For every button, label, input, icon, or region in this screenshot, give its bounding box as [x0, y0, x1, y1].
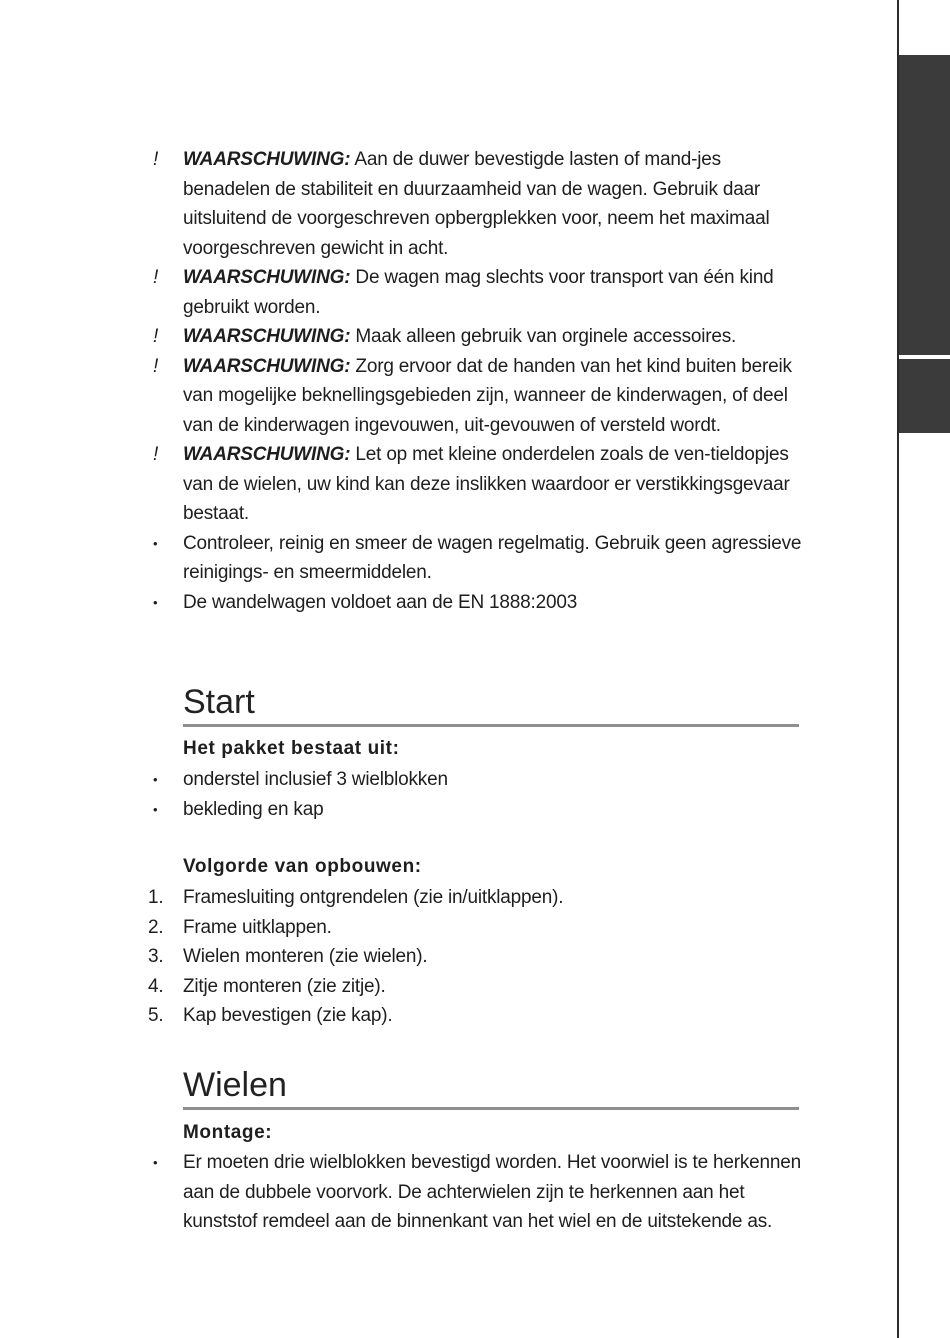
exclamation-icon: ! — [153, 444, 159, 465]
step-item — [148, 883, 808, 913]
warning-text: De wagen mag slechts voor transport van één kind gebruikt worden. — [183, 267, 774, 318]
warning-item — [148, 263, 808, 322]
bullet-icon: • — [153, 535, 158, 551]
warning-item — [148, 145, 808, 263]
section-tab-dark-small — [899, 359, 950, 433]
exclamation-icon: ! — [153, 355, 159, 377]
warning-label: WAARSCHUWING: — [183, 355, 351, 377]
section-tab-dark — [899, 55, 950, 355]
bullet-item — [148, 1148, 808, 1237]
step-text: Kap bevestigen (zie kap). — [183, 1005, 393, 1026]
warning-text: Maak alleen gebruik van orginele accessoires. — [355, 326, 737, 347]
warning-text: Zorg ervoor dat de handen van het kind buiten bereik van mogelijke beknellingsgebieden zijn, wanneer de kinderwagen, of deel van de kinderwagen ingevouwen, uit-gevouwen of versteld wordt. — [183, 355, 792, 436]
package-list — [148, 765, 808, 824]
step-item — [148, 913, 808, 943]
list-item-text: onderstel inclusief 3 wielblokken — [183, 769, 448, 790]
bullet-icon: • — [153, 1155, 158, 1170]
list-item-text: bekleding en kap — [183, 798, 324, 820]
step-item — [148, 942, 808, 972]
bullet-text: Er moeten drie wielblokken bevestigd worden. Het voorwiel is te herkennen aan de dubbele voorvork. De achterwielen zijn te herkennen aan het kunststof remdeel aan de binnenkant van het wiel en de uitstekende as. — [183, 1152, 802, 1232]
warning-label: WAARSCHUWING: — [183, 149, 351, 170]
warning-item — [148, 352, 808, 441]
montage-list — [148, 1148, 808, 1237]
bullet-item — [148, 529, 808, 588]
section-heading-wielen: Wielen — [183, 1065, 799, 1110]
step-number: 3. — [148, 946, 164, 967]
warning-label: WAARSCHUWING: — [183, 326, 351, 347]
warning-text: Let op met kleine onderdelen zoals de ven-tieldopjes van de wielen, uw kind kan deze inslikken waardoor er verstikkingsgevaar bestaat. — [183, 444, 790, 524]
step-text: Frame uitklappen. — [183, 916, 332, 938]
bullet-icon: • — [153, 801, 158, 817]
exclamation-icon: ! — [153, 267, 159, 288]
bullet-icon: • — [153, 594, 158, 610]
section-heading-start: Start — [183, 682, 799, 727]
warning-item — [148, 322, 808, 352]
step-item — [148, 1001, 808, 1031]
list-item — [148, 795, 808, 825]
list-item — [148, 765, 808, 795]
montage-subheading: Montage: — [183, 1122, 273, 1143]
warning-label: WAARSCHUWING: — [183, 267, 351, 288]
step-text: Framesluiting ontgrendelen (zie in/uitklappen). — [183, 887, 564, 908]
step-text: Wielen monteren (zie wielen). — [183, 946, 428, 967]
warning-item — [148, 440, 808, 529]
step-number: 1. — [148, 887, 164, 908]
bullet-text: Controleer, reinig en smeer de wagen regelmatig. Gebruik geen agressieve reinigings- en smeermiddelen. — [183, 532, 802, 583]
package-subheading: Het pakket bestaat uit: — [183, 738, 400, 759]
exclamation-icon: ! — [153, 149, 159, 170]
step-number: 5. — [148, 1005, 164, 1026]
assembly-steps-list — [148, 883, 808, 1031]
order-subheading: Volgorde van opbouwen: — [183, 856, 422, 877]
step-number: 2. — [148, 916, 164, 938]
step-text: Zitje monteren (zie zitje). — [183, 975, 386, 997]
exclamation-icon: ! — [153, 326, 159, 347]
warning-text: Aan de duwer bevestigde lasten of mand-jes benadelen de stabiliteit en duurzaamheid van de wagen. Gebruik daar uitsluitend de voorgeschreven opbergplekken voor, neem het maximaal voorgeschreven gewicht in acht. — [183, 149, 770, 259]
bullet-item — [148, 588, 808, 618]
bullet-text: De wandelwagen voldoet aan de EN 1888:2003 — [183, 591, 578, 613]
bullet-icon: • — [153, 772, 158, 787]
step-number: 4. — [148, 975, 164, 997]
warning-label: WAARSCHUWING: — [183, 444, 351, 465]
step-item — [148, 972, 808, 1002]
warning-list — [148, 145, 808, 617]
